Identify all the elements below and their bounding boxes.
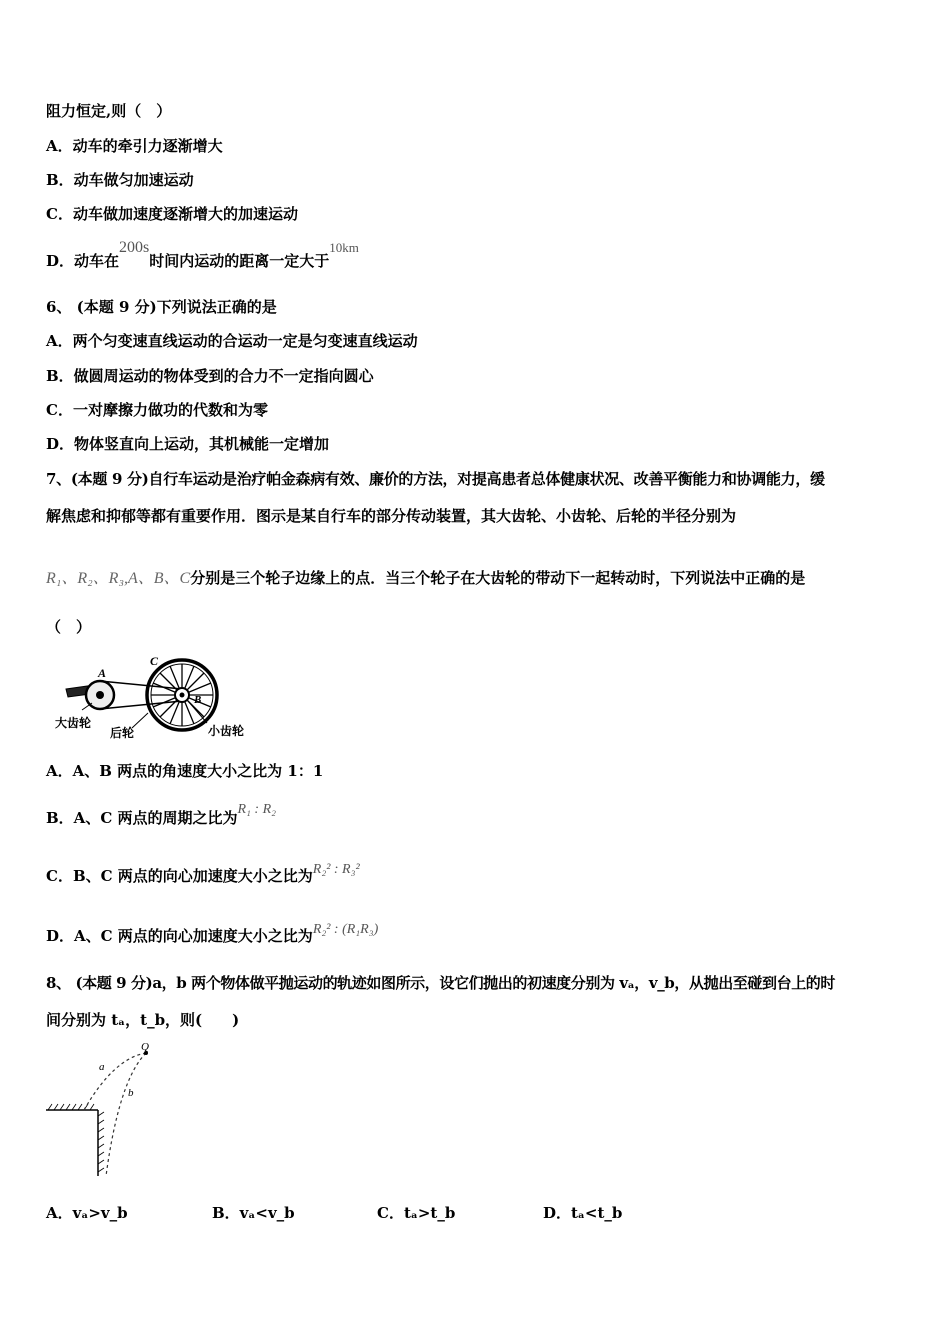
- q7-option-b-text: B．A、C 两点的周期之比为: [46, 809, 238, 827]
- q5-option-d-time: 200s: [119, 239, 150, 256]
- projectile-figure: [44, 1040, 164, 1180]
- q7-stem-line3: [46, 568, 805, 589]
- q6-option-d: D．物体竖直向上运动，其机械能一定增加: [46, 435, 330, 453]
- q7-option-a: A．A、B 两点的角速度大小之比为 1：1: [46, 762, 324, 780]
- q5-stem-tail: 阻力恒定,则（ ）: [46, 102, 172, 120]
- fig-label-big-gear: 大齿轮: [55, 716, 92, 730]
- fig-label-rear-wheel: 后轮: [110, 726, 135, 740]
- q7-option-c-text: C．B、C 两点的向心加速度大小之比为: [46, 867, 313, 885]
- fig-label-b: B: [194, 694, 202, 706]
- q8-option-c: C．tₐ>t_b: [377, 1204, 456, 1222]
- trajectory-b: [106, 1053, 146, 1176]
- q6-option-c: C．一对摩擦力做功的代数和为零: [46, 401, 268, 419]
- q7-stem-line2: 解焦虑和抑郁等都有重要作用．图示是某自行车的部分传动装置，其大齿轮、小齿轮、后轮的半径分别为: [46, 507, 737, 525]
- fig-label-a: A: [98, 666, 107, 680]
- q5-option-c: C．动车做加速度逐渐增大的加速运动: [46, 205, 298, 223]
- q8-option-b: B．vₐ<v_b: [212, 1204, 295, 1222]
- q5-option-d-distance: 10km: [329, 240, 359, 255]
- q6-option-a: A．两个匀变速直线运动的合运动一定是匀变速直线运动: [46, 332, 418, 350]
- platform: [46, 1104, 104, 1176]
- q7-option-d: [46, 922, 379, 948]
- q5-option-d: [46, 239, 359, 272]
- q7-stem-line1: 7、(本题 9 分)自行车运动是治疗帕金森病有效、廉价的方法，对提高患者总体健康状况、改善平衡能力和协调能力，缓: [46, 470, 825, 488]
- q5-option-b: B．动车做匀加速运动: [46, 171, 194, 189]
- fig-label-small-gear: 小齿轮: [208, 724, 245, 738]
- q7-stem-line3-text: 分别是三个轮子边缘上的点．当三个轮子在大齿轮的带动下一起转动时，下列说法中正确的是: [190, 569, 806, 587]
- trajectory-a: [84, 1053, 146, 1110]
- q5-option-d-middle: 时间内运动的距离一定大于: [149, 252, 330, 270]
- q7-option-d-text: D．A、C 两点的向心加速度大小之比为: [46, 927, 313, 945]
- q7-option-b-math: R₁ : R₂: [237, 802, 276, 817]
- fig-label-traj-a: a: [99, 1061, 105, 1073]
- q7-symbols: R₁、R₂、R₃,A、B、C: [46, 570, 191, 587]
- fig-label-traj-b: b: [128, 1087, 134, 1099]
- q8-stem-line2: 间分别为 tₐ，t_b，则( ): [46, 1011, 240, 1029]
- q7-option-b: [46, 802, 276, 830]
- q7-option-d-math: R₂² : (R₁R₃): [312, 922, 379, 937]
- q6-option-b: B．做圆周运动的物体受到的合力不一定指向圆心: [46, 367, 374, 385]
- q6-stem: 6、 (本题 9 分)下列说法正确的是: [46, 298, 277, 316]
- q5-option-a: A．动车的牵引力逐渐增大: [46, 137, 223, 155]
- q7-paren: （ ）: [46, 618, 92, 636]
- q8-option-d: D．tₐ<t_b: [543, 1204, 623, 1222]
- fig-label-q: Q: [141, 1041, 149, 1053]
- q7-option-c-math: R₂² : R₃²: [312, 862, 360, 877]
- q8-stem-line1: 8、 (本题 9 分)a，b 两个物体做平抛运动的轨迹如图所示，设它们抛出的初速度分别为 vₐ，v_b，从抛出至碰到台上的时: [46, 974, 835, 992]
- q5-option-d-prefix: D．动车在: [46, 252, 120, 270]
- fig-label-c: C: [150, 657, 159, 668]
- q7-option-c: [46, 862, 360, 888]
- q8-option-a: A．vₐ>v_b: [46, 1204, 128, 1222]
